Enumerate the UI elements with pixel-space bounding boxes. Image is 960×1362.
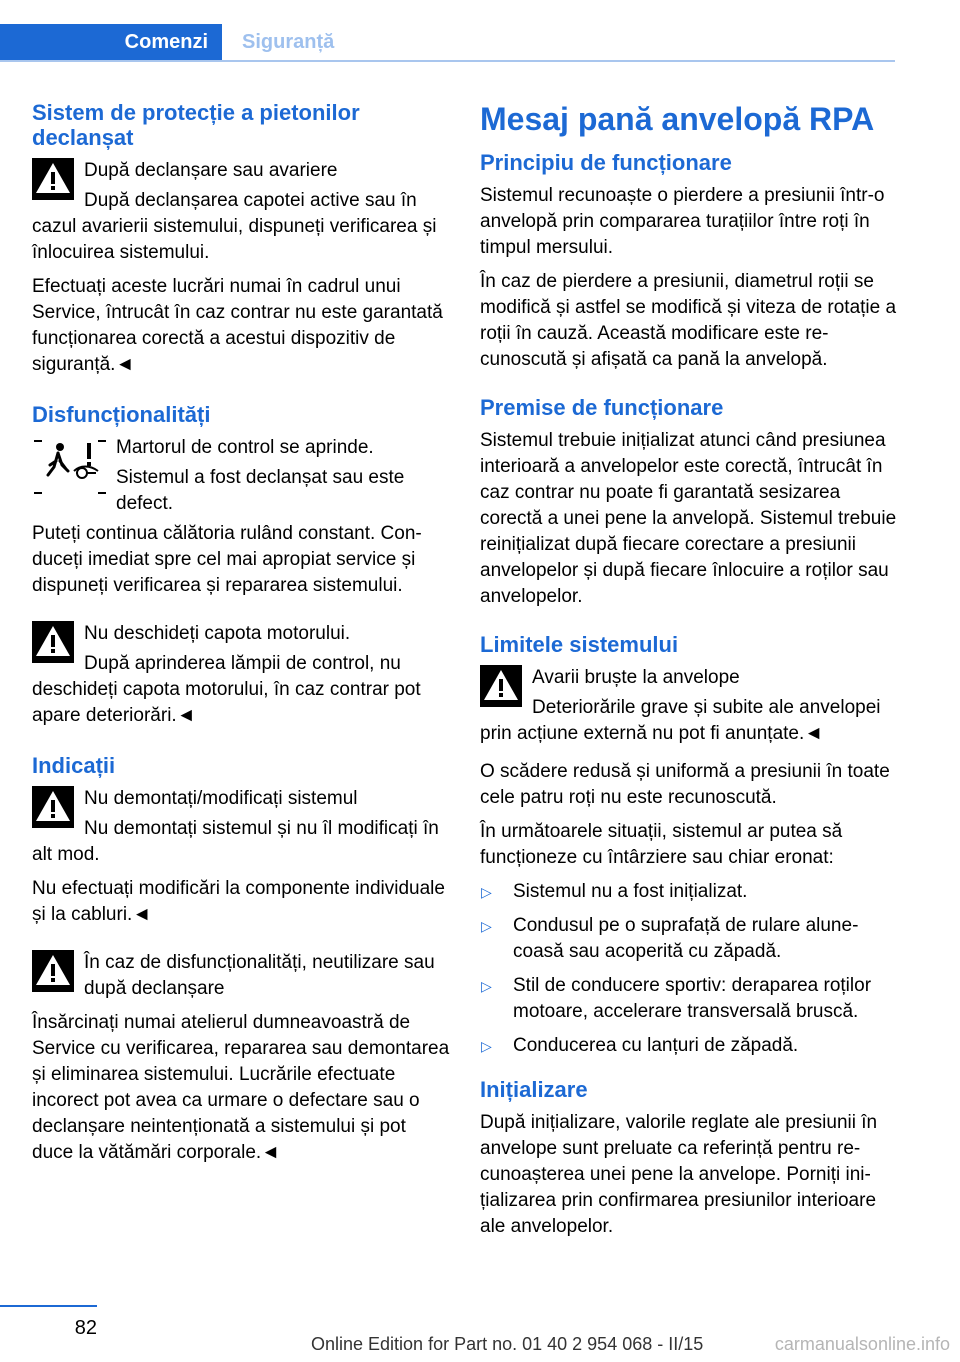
page-title-rpa: Mesaj pană anvelopă RPA: [480, 101, 875, 137]
bullet-triangle-icon: ▷: [481, 978, 492, 994]
bullet-triangle-icon: ▷: [481, 884, 492, 900]
list-item: ▷ Conducerea cu lanțuri de zăpadă.: [480, 1033, 898, 1059]
paragraph: O scădere redusă și uniformă a presiunii în toate cele patru roți nu este recunoscută.: [480, 761, 890, 808]
list-item: ▷ Condusul pe o suprafață de rulare alunecoasă sau acoperită cu zăpadă.: [481, 915, 859, 962]
warning-triangle-icon: [32, 950, 74, 992]
lamp-line-1: Martorul de control se aprinde.: [116, 437, 374, 458]
page-number: 82: [74, 1317, 97, 1339]
warning-title: În caz de disfuncționalități, neutilizare sau după declanșare: [84, 952, 435, 999]
pedestrian-protection-lamp-icon: [32, 435, 108, 497]
lamp-line-2: Sistemul a fost declanșat sau este defect.: [116, 467, 405, 514]
section-title-operating-principle: Principiu de funcționare: [480, 150, 732, 175]
warning-title: Avarii bruște la anvelope: [532, 667, 740, 688]
watermark: carmanualsonline.info: [774, 1334, 950, 1354]
warning-title: Nu demontați/modificați sistemul: [84, 788, 358, 809]
section-title-malfunctions: Disfuncționalități: [32, 402, 211, 427]
paragraph: Efectuați aceste lucrări numai în cadrul unui Service, întrucât în caz contrar nu este garantată funcționarea corectă a acestui dispozitiv de siguranță.◄: [32, 276, 443, 375]
footer-rule: [0, 1305, 97, 1307]
section-title-functional-requirements: Premise de funcționare: [480, 395, 724, 420]
chapter-tabs: [0, 0, 895, 62]
bullet-triangle-icon: ▷: [481, 1038, 492, 1054]
bullet-triangle-icon: ▷: [481, 918, 492, 934]
section-title-initialization: Inițializare: [480, 1077, 588, 1102]
warning-triangle-icon: [32, 158, 74, 200]
warning-title: Nu deschideți capota motorului.: [84, 623, 351, 644]
warning-block: [480, 665, 898, 747]
warning-triangle-icon: [32, 621, 74, 663]
tab-siguranta[interactable]: Siguranță: [242, 30, 335, 53]
section-title-system-limits: Limitele sistemului: [480, 632, 679, 657]
paragraph: Puteți continua călătoria rulând constant. Conduceți imediat spre cel mai apropiat service și dispuneți verificarea și repararea sistemului.: [32, 523, 422, 596]
paragraph: După inițializare, valorile reglate ale presiunii în anvelope sunt preluate ca referință pentru recunoașterea unei pene la anvelope. Porniți inițializarea prin confirmarea presiunilor interioare ale anvelopelor.: [480, 1112, 878, 1237]
warning-body: Nu demontați sistemul și nu îl modificați în alt mod.: [32, 818, 439, 865]
tab-comenzi[interactable]: Comenzi: [0, 24, 222, 60]
paragraph: Sistemul recunoaște o pierdere a presiunii într-o anvelopă prin compararea turațiilor între roți în timpul mersului.: [480, 185, 885, 258]
warning-block: [32, 950, 450, 1010]
paragraph: Nu efectuați modificări la componente individuale și la cabluri.◄: [32, 878, 445, 925]
warning-body: După declanșarea capotei active sau în cazul avarierii sistemului, dispuneți verificarea și înlocuirea sistemului.: [32, 190, 437, 263]
warning-triangle-icon: [480, 665, 522, 707]
warning-block: [32, 158, 450, 266]
indicator-lamp-block: [32, 435, 450, 521]
warning-body: Deteriorările grave și subite ale anvelopei prin acțiune externă nu pot fi anunțate.◄: [480, 697, 881, 744]
conditions-list: [480, 879, 898, 1059]
warning-title: După declanșare sau avariere: [84, 160, 338, 181]
list-item: ▷ Sistemul nu a fost inițializat.: [480, 879, 898, 905]
edition-note: Online Edition for Part no. 01 40 2 954 068 - II/15: [311, 1334, 704, 1354]
warning-triangle-icon: [32, 786, 74, 828]
left-column: [32, 100, 450, 1174]
warning-block: [32, 621, 450, 729]
warning-block: [32, 786, 450, 868]
header-divider: [0, 60, 895, 62]
paragraph: În caz de pierdere a presiunii, diametrul roții se modifică și astfel se modifică și viteza de rotație a roții în cauză. Această modificare este recunoscută și afișată ca pană la anvelopă.: [480, 271, 897, 370]
right-column: [480, 100, 898, 1248]
paragraph: Însărcinați numai atelierul dumneavoastră de Service cu verificarea, repararea sau demontarea și eliminarea sistemului. Lucrările efectuate incorect pot avea ca urmare o defectare sau o declanșare neintenționată a sistemului și pot duce la vătămări corporale.◄: [32, 1012, 450, 1163]
list-item: ▷ Stil de conducere sportiv: derapareа roților motoare, accelerare transversală bruscă.: [481, 975, 872, 1022]
paragraph: În următoarele situații, sistemul ar putea să funcționeze cu întârziere sau chiar eronat:: [480, 821, 843, 868]
paragraph: Sistemul trebuie inițializat atunci când presiunea interioară a anvelopelor este corectă, întrucât în caz contrar nu poate fi garantată sesizarea corectă a unei pene la anvelopă. Sistemul trebuie reinițializat după fiecare corectare a presiunii anvelopelor și după fiecare înlocuire a roților sau anvelopelor.: [480, 430, 897, 607]
section-title-pedestrian-protection: Sistem de protecție a pietonilor declanșat: [32, 100, 360, 150]
section-title-notes: Indicații: [32, 753, 116, 778]
warning-body: După aprinderea lămpii de control, nu deschideți capota motorului, în caz contrar pot apare deteriorări.◄: [32, 653, 421, 726]
